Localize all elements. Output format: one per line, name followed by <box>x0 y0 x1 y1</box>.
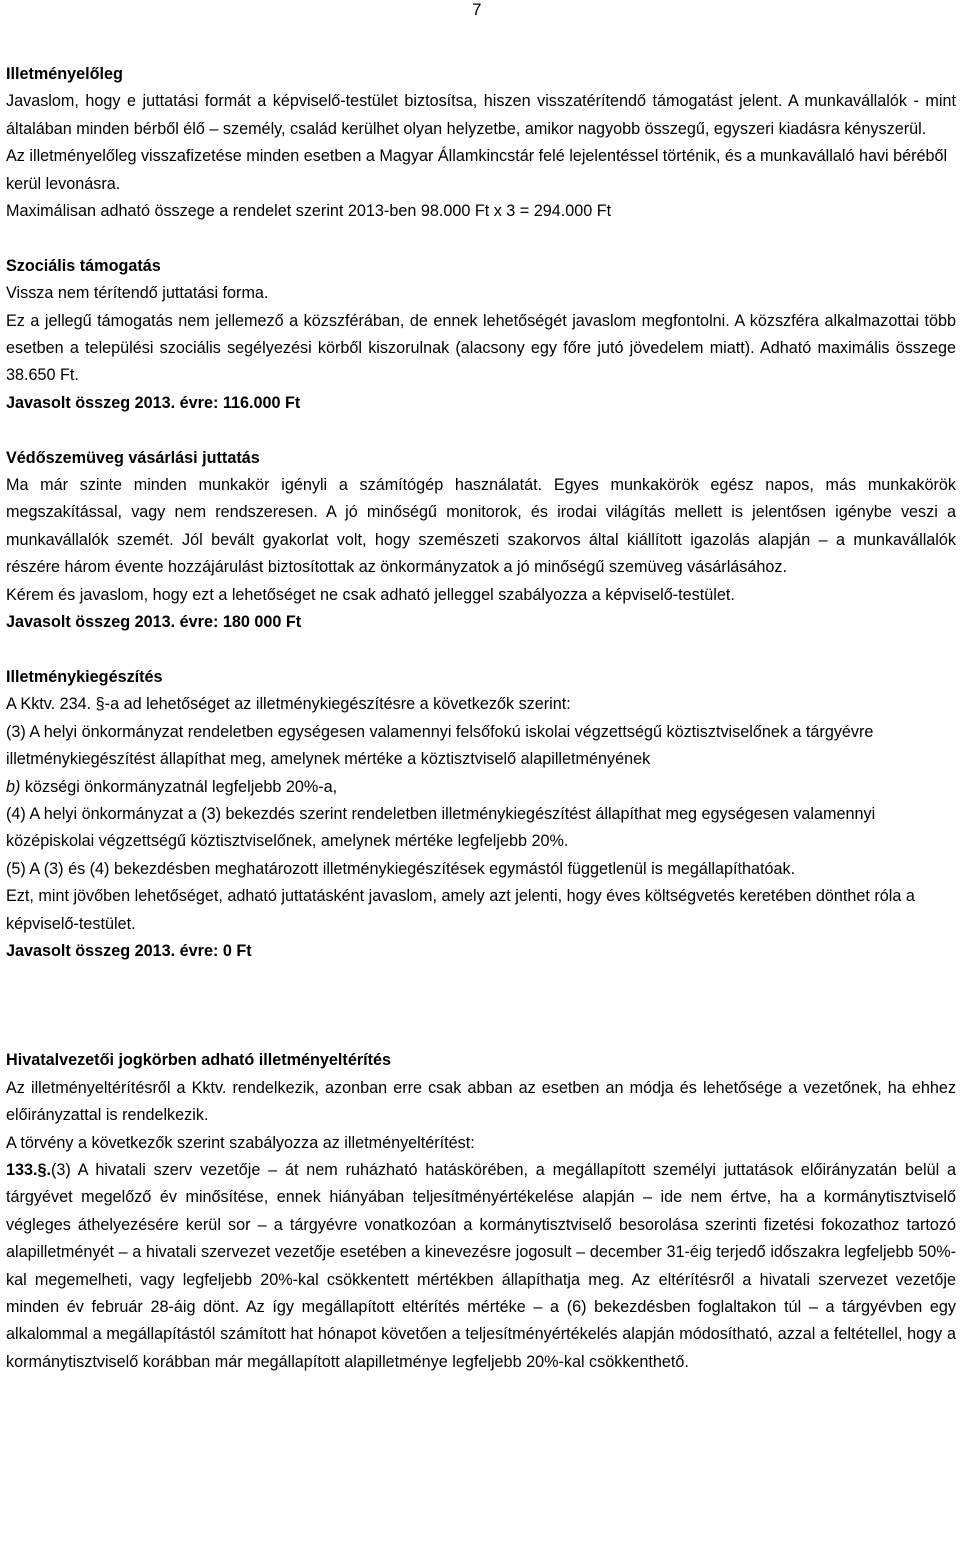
spacer <box>6 637 956 664</box>
section-heading: Illetményelőleg <box>6 65 123 83</box>
section-heading: Hivatalvezetői jogkörben adható illetményeltérítés <box>6 1051 392 1070</box>
paragraph: (3) A helyi önkormányzat rendeletben egységesen valamennyi felsőfokú iskolai végzettségű köztisztviselőnek a tárgyévre illetménykiegészítést állapíthat meg, amelynek mértéke a köztisztviselő alapilletményének <box>6 722 874 769</box>
section-vedoszemuveg <box>6 445 956 637</box>
paragraph: Ez a jellegű támogatás nem jellemező a közszférában, de ennek lehetőségét javaslom megfontolni. A közszféra alkalmazottai több esetben a települési szociális segélyezési körből kiszorulnak (alacsony egy főre jutó jövedelem miatt). Adható maximális összege 38.650 Ft. <box>6 311 956 385</box>
paragraph: (4) A helyi önkormányzat a (3) bekezdés szerint rendeletben illetménykiegészítést állapíthat meg egységesen valamennyi középiskolai végzettségű köztisztviselőnek, amelynek mértéke legfeljebb 20%. <box>6 804 876 851</box>
section-heading: Illetménykiegészítés <box>6 667 163 686</box>
page-number: 7 <box>472 0 482 19</box>
section-label: 133.§. <box>6 1160 52 1179</box>
section-hivatalvezetoi <box>6 1047 956 1376</box>
item-label: b) <box>6 777 21 796</box>
paragraph: Javaslom, hogy e juttatási formát a képviselő-testület biztosítsa, hiszen visszatérítendő támogatást jelent. A munkavállalók - mint általában minden bérből élő – személy, család kerülhet olyan helyzetbe, amikor nagyobb összegű, egyszeri kiadásra kényszerül. <box>6 92 956 138</box>
paragraph: Az illetményelőleg visszafizetése minden esetben a Magyar Államkincstár felé lejelentéssel történik, és a munkavállaló havi béréből kerül levonásra. <box>6 147 948 193</box>
paragraph: (5) A (3) és (4) bekezdésben meghatározott illetménykiegészítések egymástól függetlenül is megállapíthatóak. <box>6 859 796 878</box>
section-text: (3) A hivatali szerv vezetője – át nem ruházható hatáskörében, a megállapított személyi juttatások előirányzatán belül a tárgyévet megelőző év minősítése, ennek hiányában teljesítményértékelése alapján – ide nem értve, ha a kormánytisztviselő végleges áthelyezésére kerül sor – a tárgyévre vonatkozóan a kormánytisztviselő besorolása szerinti fizetési fokozathoz tartozó alapilletményét – a hivatali szervezet vezetője esetében a kinevezésre jogosult – december 31-éig terjedő időszakra legfeljebb 50%-kal megemelheti, vagy legfeljebb 20%-kal csökkentett mértékben állapíthatja meg. Az eltérítésről a hivatali szervezet vezetője minden év február 28-áig dönt. Az így megállapított eltérítés mértéke – a (6) bekezdésben foglaltakon túl – a tárgyévben egy alkalommal a megállapítástól számított hat hónapot követően a teljesítményértékelés alapján módosítható, azzal a feltétellel, hogy a kormánytisztviselő korábban már megállapított alapilletménye legfeljebb 20%-kal csökkenthető. <box>6 1160 956 1371</box>
spacer <box>6 965 956 1047</box>
proposed-amount: Javasolt összeg 2013. évre: 180 000 Ft <box>6 613 302 632</box>
list-item <box>6 774 956 801</box>
section-illetmenyeloleg <box>6 61 956 225</box>
section-szocialis <box>6 253 956 417</box>
item-text: községi önkormányzatnál legfeljebb 20%-a, <box>20 777 338 796</box>
paragraph: A Kktv. 234. §-a ad lehetőséget az illetménykiegészítésre a következők szerint: <box>6 695 571 714</box>
spacer <box>6 417 956 444</box>
paragraph: Az illetményeltérítésről a Kktv. rendelkezik, azonban erre csak abban az esetben an módja és lehetősége a vezetőnek, ha ehhez előirányzattal is rendelkezik. <box>6 1078 956 1125</box>
proposed-amount: Javasolt összeg 2013. évre: 0 Ft <box>6 941 252 960</box>
paragraph: A törvény a következők szerint szabályozza az illetményeltérítést: <box>6 1133 475 1152</box>
section-heading: Szociális támogatás <box>6 256 161 275</box>
proposed-amount: Javasolt összeg 2013. évre: 116.000 Ft <box>6 393 301 412</box>
spacer <box>6 225 956 252</box>
paragraph: Maximálisan adható összege a rendelet szerint 2013-ben 98.000 Ft x 3 = 294.000 Ft <box>6 202 612 221</box>
paragraph: Ma már szinte minden munkakör igényli a számítógép használatát. Egyes munkakörök egész napos, más munkakörök megszakítással, vagy nem rendszeresen. A jó minőségű monitorok, és irodai világítás mellett is jelentősen igénybe veszi a munkavállalók szemét. Jól bevált gyakorlat volt, hogy szemészeti szakorvos által kiállított igazolás alapján – a munkavállalók részére három évente hozzájárulást biztosítottak az önkormányzatok a jó minőségű szemüveg vásárlásához. <box>6 476 956 577</box>
paragraph: Vissza nem térítendő juttatási forma. <box>6 284 269 303</box>
document-body <box>6 61 956 1376</box>
section-illetmenykiegeszites <box>6 664 956 965</box>
paragraph: Kérem és javaslom, hogy ezt a lehetőséget ne csak adható jelleggel szabályozza a képviselő-testület. <box>6 585 735 604</box>
paragraph <box>6 1157 956 1376</box>
paragraph: Ezt, mint jövőben lehetőséget, adható juttatásként javaslom, amely azt jelenti, hogy éves költségvetés keretében dönthet róla a képviselő-testület. <box>6 887 915 933</box>
section-heading: Védőszemüveg vásárlási juttatás <box>6 448 260 467</box>
